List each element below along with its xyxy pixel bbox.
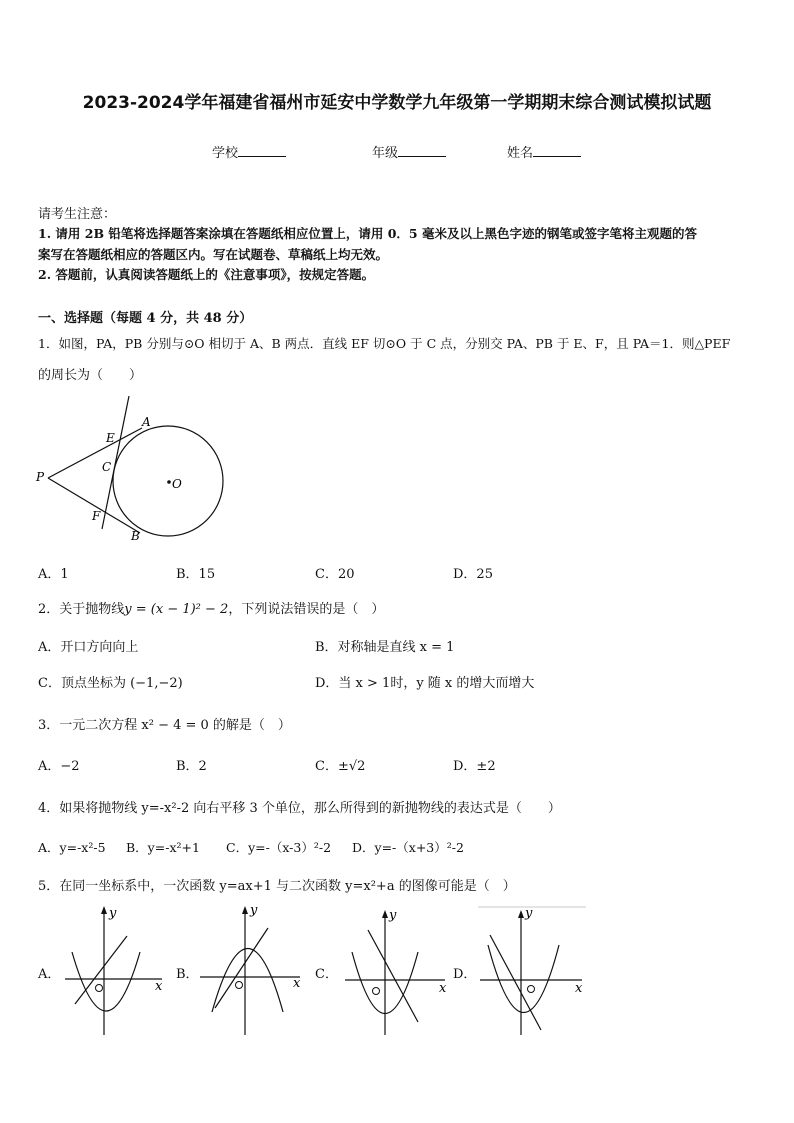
q1-option-b: B．15	[176, 567, 216, 582]
q4-option-c: C．y=-（x-3）²-2	[226, 840, 332, 855]
label-f: F	[92, 509, 101, 523]
q5-letter-d: D．	[453, 967, 477, 982]
q1-option-a: A．1	[38, 567, 69, 582]
q2-stem-after: ，下列说法错误的是（ ）	[228, 602, 385, 617]
q4-option-d: D．y=-（x+3）²-2	[352, 840, 464, 855]
graph-c-x-label: x	[439, 981, 447, 996]
graph-b-line	[215, 928, 268, 1008]
q1-option-d: D．25	[453, 567, 493, 582]
q2-stem-before: 2．关于抛物线	[38, 602, 125, 617]
graph-d-y-label: y	[525, 906, 533, 921]
label-c: C	[102, 460, 112, 474]
school-label: 学校	[212, 146, 239, 161]
graph-b-y-label: y	[250, 903, 258, 918]
q3-option-a: A．−2	[38, 759, 80, 774]
q4-option-b: B．y=-x²+1	[126, 840, 200, 855]
q5-letter-b: B．	[176, 967, 199, 982]
graph-d-parabola	[488, 945, 559, 1013]
notice-line-2: 案写在答题纸相应的答题区内。写在试题卷、草稿纸上均无效。	[38, 247, 389, 262]
graph-b-origin	[236, 982, 243, 989]
section-heading: 一、选择题（每题 4 分，共 48 分）	[38, 311, 253, 326]
grade-label: 年级	[372, 146, 399, 161]
q1-option-c: C．20	[315, 567, 355, 582]
notice-line-1: 1. 请用 2B 铅笔将选择题答案涂填在答题纸相应位置上，请用 0．5 毫米及以上黑色字迹的钢笔或签字笔将主观题的答	[38, 226, 697, 241]
graph-c-origin	[373, 988, 380, 995]
graph-d-x-label: x	[575, 981, 583, 996]
q2-option-b: B．对称轴是直线 x = 1	[315, 640, 455, 655]
q3-option-b: B．2	[176, 759, 207, 774]
graph-c-y-label: y	[389, 908, 397, 923]
graph-d	[478, 906, 586, 1035]
q5-letter-a: A．	[38, 967, 61, 982]
graph-a	[65, 906, 163, 1035]
name-label: 姓名	[507, 146, 534, 161]
q5-stem: 5．在同一坐标系中，一次函数 y=ax+1 与二次函数 y=x²+a 的图像可能是（ ）	[38, 879, 516, 894]
graph-a-parabola	[72, 952, 140, 1011]
graph-a-line	[75, 936, 127, 1004]
graph-c-y-arrow	[382, 910, 388, 918]
q3-option-c: C．±√2	[315, 759, 366, 774]
q2-formula: y = (x − 1)² − 2	[124, 602, 229, 617]
q1-stem-line-2: 的周长为（ ）	[38, 368, 143, 383]
label-e: E	[106, 431, 115, 445]
q2-option-d: D．当 x > 1时，y 随 x 的增大而增大	[315, 676, 535, 691]
label-o: O	[172, 477, 182, 491]
label-a: A	[142, 415, 151, 429]
notice-line-3: 2. 答题前，认真阅读答题纸上的《注意事项》，按规定答题。	[38, 267, 375, 282]
graph-c	[345, 908, 447, 1035]
graph-d-line	[490, 935, 541, 1030]
graph-b-y-arrow	[242, 906, 248, 914]
q1-stem-line-1: 1．如图，PA，PB 分别与⊙O 相切于 A、B 两点．直线 EF 切⊙O 于 C 点，分别交 PA、PB 于 E、F，且 PA＝1．则△PEF	[38, 336, 731, 351]
graph-b-x-label: x	[293, 976, 301, 991]
graph-d-y-arrow	[518, 910, 524, 918]
q4-stem: 4．如果将抛物线 y=-x²-2 向右平移 3 个单位，那么所得到的新抛物线的表达式是（ ）	[38, 801, 561, 816]
q3-stem: 3．一元二次方程 x² − 4 = 0 的解是（ ）	[38, 718, 291, 733]
q2-option-a: A．开口方向向上	[38, 640, 139, 655]
graph-a-y-arrow	[101, 906, 107, 914]
graph-a-y-label: y	[109, 906, 117, 921]
q4-option-a: A．y=-x²-5	[38, 840, 106, 855]
graph-a-origin	[96, 985, 103, 992]
notice-heading: 请考生注意：	[38, 207, 117, 222]
q2-option-c: C．顶点坐标为 (−1,−2)	[38, 676, 183, 691]
page-title: 2023-2024学年福建省福州市延安中学数学九年级第一学期期末综合测试模拟试题	[82, 93, 712, 113]
label-b: B	[131, 529, 140, 543]
label-p: P	[36, 470, 45, 484]
q3-option-d: D．±2	[453, 759, 496, 774]
graph-b	[200, 903, 301, 1035]
graph-d-origin	[528, 986, 535, 993]
q5-letter-c: C．	[315, 967, 338, 982]
graph-a-x-label: x	[155, 979, 163, 994]
